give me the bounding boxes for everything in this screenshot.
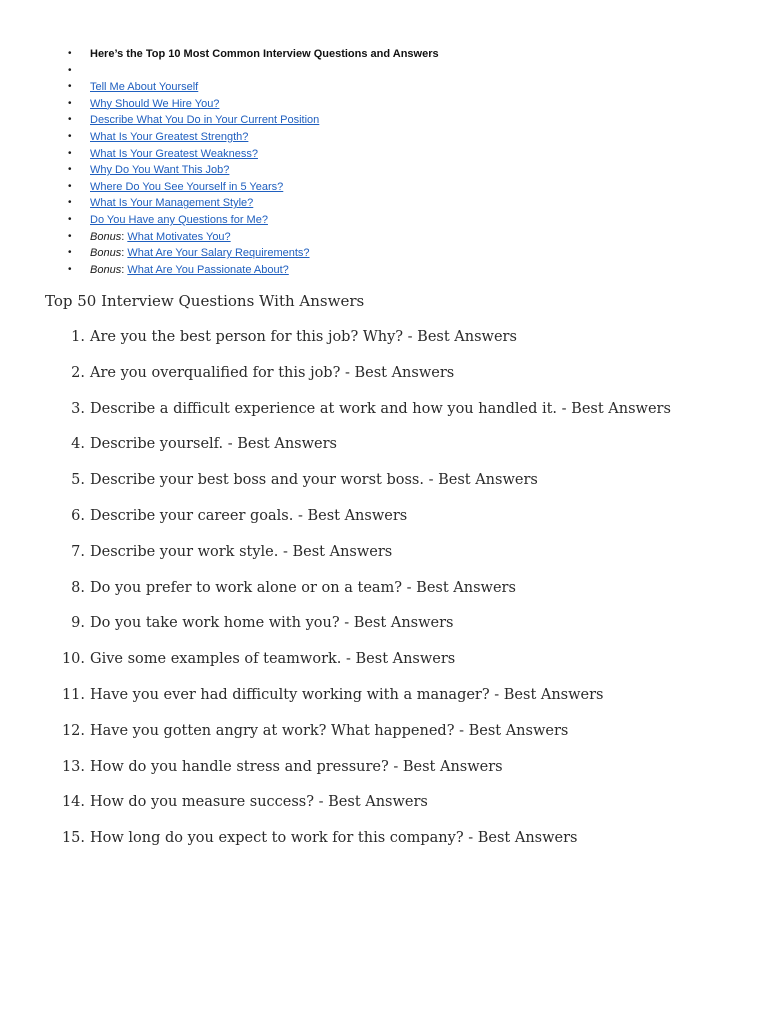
question-number: 3. — [71, 400, 85, 417]
bullet-link-item — [68, 162, 439, 179]
question-text: Do you take work home with you? - Best Answers — [90, 615, 454, 632]
question-number: 12. — [61, 722, 85, 739]
question-text: Describe yourself. - Best Answers — [90, 436, 337, 453]
question-text: Are you the best person for this job? Why? - Best Answers — [90, 329, 517, 345]
question-link[interactable]: Why Do You Want This Job? — [90, 164, 230, 177]
question-number: 9. — [71, 615, 85, 632]
bullet-icon: • — [68, 263, 72, 275]
question-text: How do you handle stress and pressure? - Best Answers — [90, 758, 503, 775]
bullet-icon: • — [68, 180, 72, 192]
question-link[interactable]: What Are You Passionate About? — [127, 263, 289, 276]
question-text: Describe your work style. - Best Answers — [90, 543, 393, 560]
bullet-icon: • — [68, 230, 72, 242]
question-link[interactable]: Why Should We Hire You? — [90, 97, 220, 110]
bullet-link-item — [68, 112, 439, 129]
question-link[interactable]: Describe What You Do in Your Current Position — [90, 114, 320, 127]
question-link[interactable]: What Are Your Salary Requirements? — [127, 247, 310, 260]
question-number: 2. — [71, 364, 85, 381]
bullet-link-item — [68, 129, 439, 146]
question-number: 8. — [71, 579, 85, 596]
question-number: 4. — [71, 436, 85, 453]
bullet-icon: • — [68, 213, 72, 225]
question-text: Have you ever had difficulty working with a manager? - Best Answers — [90, 686, 604, 703]
bullet-icon: • — [68, 147, 72, 159]
question-link[interactable]: What Is Your Management Style? — [90, 197, 254, 210]
bullet-icon: • — [68, 81, 72, 93]
bullet-icon: • — [68, 247, 72, 259]
bullet-icon: • — [68, 130, 72, 142]
question-text: Are you overqualified for this job? - Best Answers — [90, 364, 455, 381]
bullet-link-item — [68, 96, 439, 113]
question-text: Describe your career goals. - Best Answers — [90, 507, 408, 524]
question-number: 5. — [71, 472, 85, 489]
question-text: How long do you expect to work for this company? - Best Answers — [90, 830, 578, 847]
question-link[interactable]: Do You Have any Questions for Me? — [90, 213, 268, 226]
question-text: Do you prefer to work alone or on a team? - Best Answers — [90, 579, 516, 596]
question-text: Describe a difficult experience at work and how you handled it. - Best Answers — [90, 400, 671, 417]
bullet-link-item: • Bonus: What Are You Passionate About? — [68, 262, 439, 279]
question-link[interactable]: Where Do You See Yourself in 5 Years? — [90, 180, 284, 193]
question-link[interactable]: Tell Me About Yourself — [90, 81, 199, 94]
section-title: Top 50 Interview Questions With Answers — [45, 292, 365, 310]
bullet-icon: • — [68, 97, 72, 109]
bullet-link-item — [68, 212, 439, 229]
bonus-label: Bonus — [90, 263, 122, 276]
question-number: 6. — [71, 507, 85, 524]
bullet-list-heading: Here’s the Top 10 Most Common Interview Questions and Answers — [90, 48, 439, 60]
question-number: 14. — [61, 794, 85, 811]
bonus-label: Bonus — [90, 230, 122, 243]
question-number: 13. — [61, 758, 85, 775]
question-number: 11. — [61, 686, 85, 703]
bullet-link-item — [68, 195, 439, 212]
bullet-icon: • — [68, 48, 72, 59]
question-link[interactable]: What Is Your Greatest Strength? — [90, 130, 249, 143]
bullet-link-item — [68, 146, 439, 163]
question-text: Give some examples of teamwork. - Best Answers — [90, 651, 456, 668]
question-text: Have you gotten angry at work? What happened? - Best Answers — [90, 722, 569, 739]
question-number: 15. — [61, 830, 85, 847]
bullet-icon: • — [68, 164, 72, 176]
question-text: How do you measure success? - Best Answers — [90, 794, 428, 811]
question-number: 10. — [61, 651, 85, 668]
bullet-empty-item — [68, 63, 439, 80]
bullet-heading-item — [68, 46, 439, 63]
question-link[interactable]: What Motivates You? — [127, 230, 231, 243]
bullet-icon: • — [68, 197, 72, 209]
question-number: 1. — [71, 329, 85, 345]
question-number: 7. — [71, 543, 85, 560]
question-link[interactable]: What Is Your Greatest Weakness? — [90, 147, 258, 160]
top-10-bullet-list — [68, 46, 439, 278]
bullet-link-item: • Bonus: What Are Your Salary Requirements? — [68, 245, 439, 262]
bullet-link-item — [68, 179, 439, 196]
question-text: Describe your best boss and your worst boss. - Best Answers — [90, 472, 538, 489]
bullet-icon: • — [68, 114, 72, 126]
bonus-label: Bonus — [90, 247, 122, 260]
bullet-link-item — [68, 79, 439, 96]
bullet-link-item: • Bonus: What Motivates You? — [68, 229, 439, 246]
bullet-icon: • — [68, 64, 72, 76]
